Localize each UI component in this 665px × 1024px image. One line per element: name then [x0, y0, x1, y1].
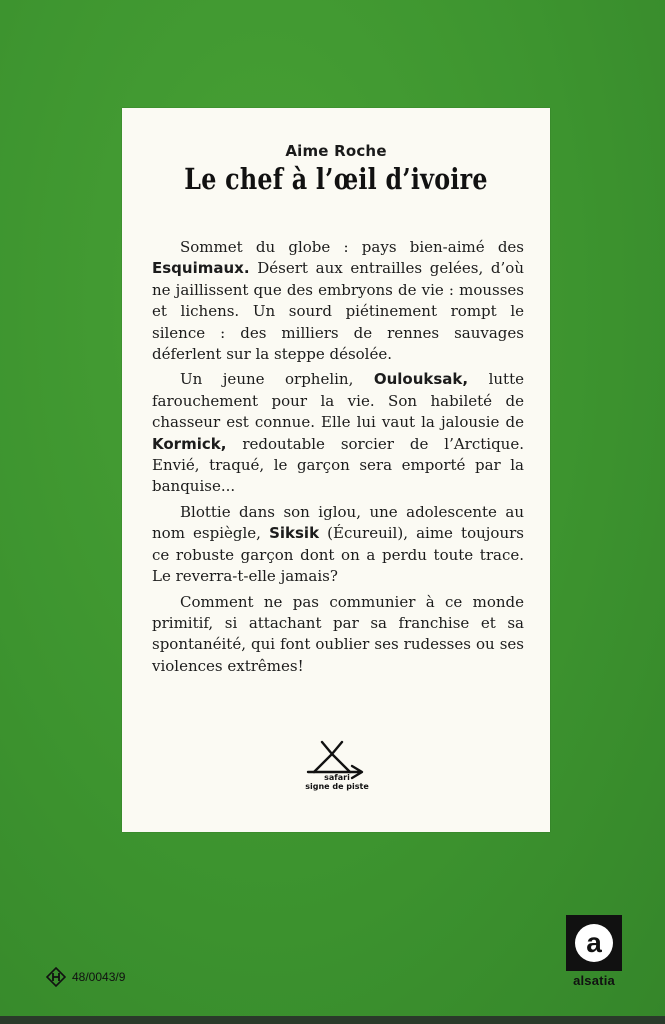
publisher-name: alsatia — [573, 973, 615, 988]
blurb-text — [152, 237, 524, 681]
blurb-paragraph-4: Comment ne pas communier à ce monde primitif, si attachant par sa franchise et sa spontanéité, qui font oublier ses rudesses ou ses violences extrêmes! — [152, 592, 524, 675]
series-name: safari — [324, 773, 350, 782]
blurb-paragraph-2: Un jeune orphelin, Oulouksak, lutte farouchement pour la vie. Son habileté de chasseur est connue. Elle lui vaut la jalousie de Kormick, redoutable sorcier de l’Arctique. Envié, traqué, le garçon sera emporté par la banquise... — [152, 370, 524, 496]
publisher-logo — [566, 915, 622, 988]
series-logo-label — [292, 773, 382, 791]
blurb-paragraph-3: Blottie dans son iglou, une adolescente au nom espiègle, Siksik (Écureuil), aime toujours ce robuste garçon dont on a perdu toute trace. Le reverra-t-elle jamais? — [152, 502, 524, 586]
blurb-panel — [122, 108, 550, 832]
alsatia-a-icon — [566, 915, 622, 971]
hachette-h-icon — [46, 967, 66, 987]
catalog-number: 48/0043/9 — [72, 970, 126, 984]
catalog-number-block — [46, 967, 125, 987]
book-title: Le chef à l’œil d’ivoire — [184, 162, 488, 196]
publisher-letter: a — [586, 927, 602, 958]
cover-bottom-edge — [0, 1016, 665, 1024]
author-name: Aime Roche — [285, 142, 387, 160]
series-subtitle: signe de piste — [305, 782, 369, 791]
blurb-paragraph-1: Sommet du globe : pays bien-aimé des Esquimaux. Désert aux entrailles gelées, d’où ne jaillissent que des embryons de vie : mousses et lichens. Un sourd piétinement rompt le silence : des milliers de rennes sauvages déferlent sur la steppe désolée. — [152, 238, 524, 364]
publisher-emblem — [572, 921, 616, 965]
